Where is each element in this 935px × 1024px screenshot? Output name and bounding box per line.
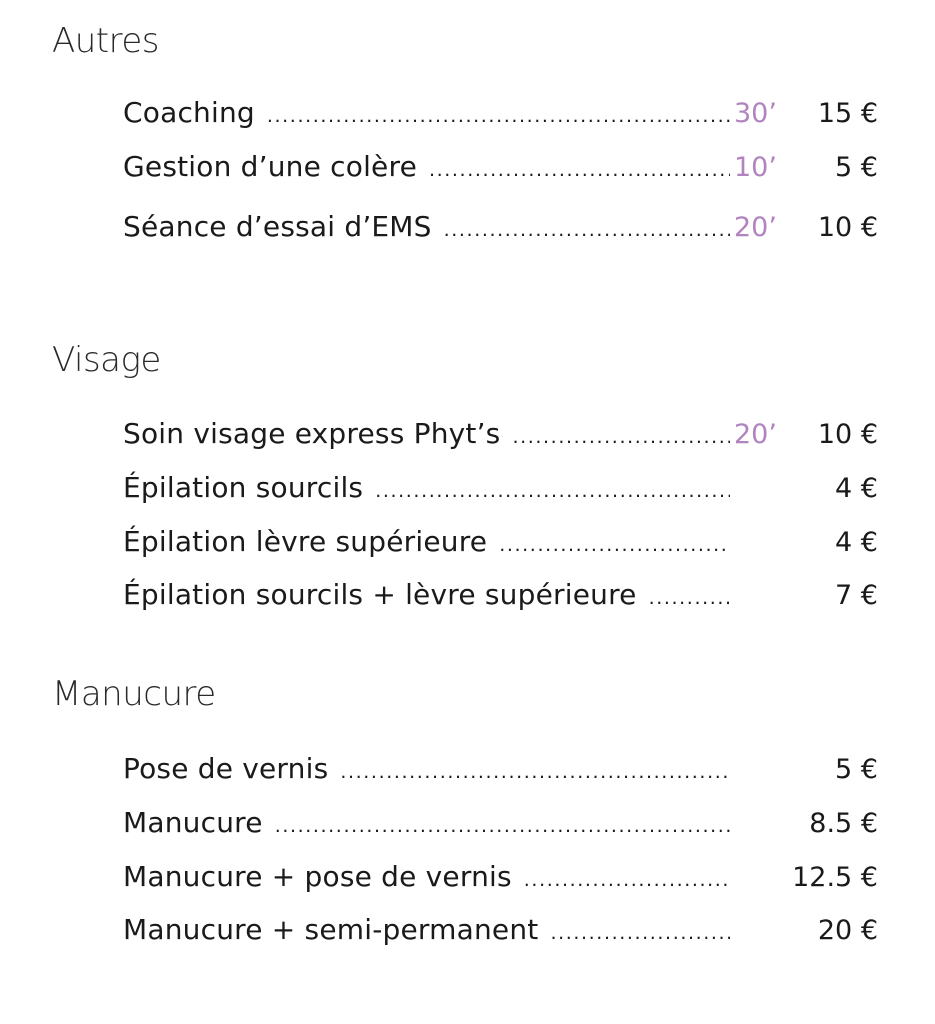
price-list-item bbox=[123, 150, 878, 190]
section-title-autres: Autres bbox=[52, 21, 160, 61]
item-name: Séance d’essai d’EMS bbox=[123, 210, 432, 243]
dot-leader bbox=[340, 761, 730, 783]
item-price: 12.5 € bbox=[792, 862, 878, 893]
item-duration: 20’ bbox=[734, 212, 777, 243]
item-price: 15 € bbox=[817, 98, 878, 129]
dot-leader bbox=[499, 534, 730, 556]
item-price: 10 € bbox=[817, 212, 878, 243]
item-name: Pose de vernis bbox=[123, 752, 329, 785]
item-price: 8.5 € bbox=[809, 808, 878, 839]
dot-leader bbox=[649, 587, 730, 609]
item-price: 5 € bbox=[835, 152, 878, 183]
item-name: Soin visage express Phyt’s bbox=[123, 417, 501, 450]
dot-leader bbox=[429, 159, 730, 181]
item-name: Épilation lèvre supérieure bbox=[123, 525, 488, 558]
price-list-item bbox=[123, 417, 878, 457]
dot-leader bbox=[524, 869, 730, 891]
item-price: 4 € bbox=[835, 473, 878, 504]
price-list-item bbox=[123, 913, 878, 953]
item-price: 10 € bbox=[817, 419, 878, 450]
item-price: 7 € bbox=[835, 580, 878, 611]
item-duration: 20’ bbox=[734, 419, 777, 450]
section-title-manucure: Manucure bbox=[52, 674, 216, 714]
price-list-item bbox=[123, 210, 878, 250]
price-list-item bbox=[123, 860, 878, 900]
item-name: Épilation sourcils + lèvre supérieure bbox=[123, 578, 637, 611]
item-name: Gestion d’une colère bbox=[123, 150, 417, 183]
item-name: Manucure + semi-permanent bbox=[123, 913, 539, 946]
price-list-item bbox=[123, 806, 878, 846]
section-title-visage: Visage bbox=[52, 340, 161, 380]
price-list-item bbox=[123, 752, 878, 792]
item-duration: 10’ bbox=[734, 152, 777, 183]
price-list-item bbox=[123, 471, 878, 511]
dot-leader bbox=[275, 815, 730, 837]
item-name: Épilation sourcils bbox=[123, 471, 364, 504]
dot-leader bbox=[267, 105, 730, 127]
dot-leader bbox=[375, 480, 730, 502]
dot-leader bbox=[444, 219, 730, 241]
item-name: Manucure + pose de vernis bbox=[123, 860, 512, 893]
item-name: Coaching bbox=[123, 96, 255, 129]
item-price: 4 € bbox=[835, 527, 878, 558]
item-name: Manucure bbox=[123, 806, 263, 839]
price-list-item bbox=[123, 525, 878, 565]
dot-leader bbox=[550, 922, 730, 944]
dot-leader bbox=[512, 426, 730, 448]
item-price: 20 € bbox=[817, 915, 878, 946]
item-price: 5 € bbox=[835, 754, 878, 785]
price-list-item bbox=[123, 578, 878, 618]
item-duration: 30’ bbox=[734, 98, 777, 129]
price-list-item bbox=[123, 96, 878, 136]
